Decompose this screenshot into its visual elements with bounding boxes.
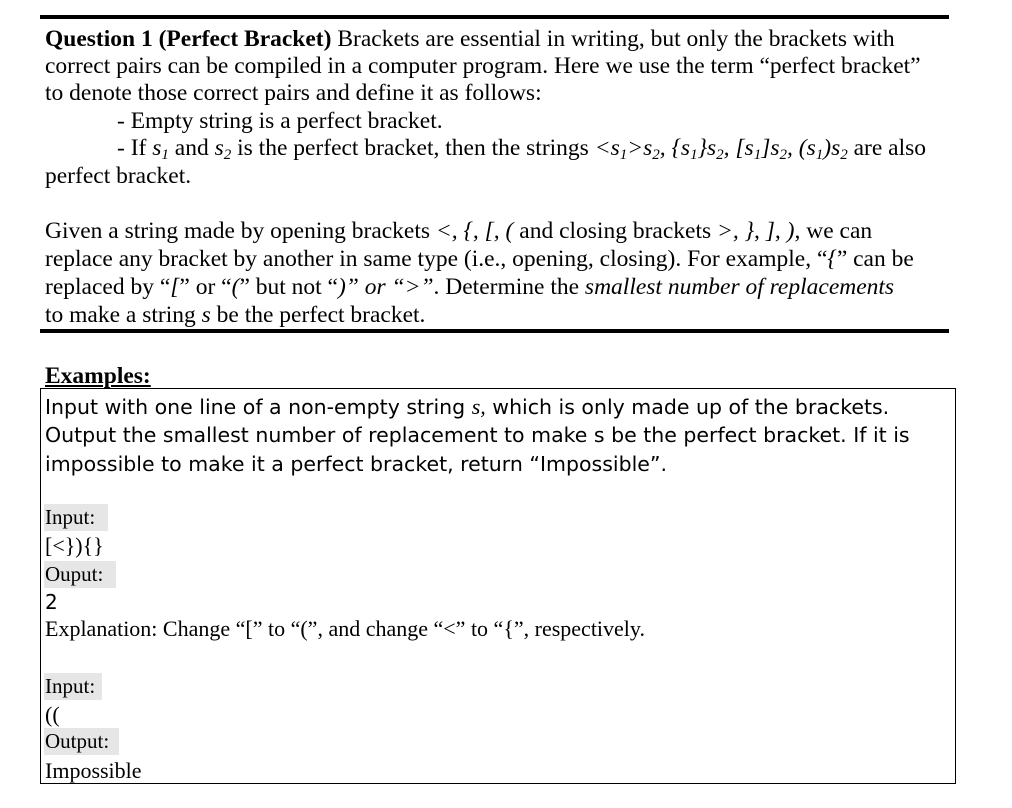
- example-2-input-value: ((: [45, 702, 60, 727]
- example-1-output-value: 2: [45, 590, 58, 614]
- paragraph-2-line-1: Given a string made by opening brackets <, {, [, ( and closing brackets >, }, ], ), we can: [45, 218, 873, 244]
- rule-composition: - If $s_1$ and $s_2$ is the perfect bracket, then the strings $<s_1>s_2$, $\{s_1\}s_2$, $[s_1]s_2$, $(s_1)s_2$ are also: [117, 135, 927, 163]
- question-line-1: Question 1 (Perfect Bracket) Brackets are essential in writing, but only the brackets with: [45, 26, 895, 52]
- example-1-input-label: Input:: [44, 504, 108, 531]
- paragraph-2-line-2: replace any bracket by another in same type (i.e., opening, closing). For example, “{” can be: [45, 246, 914, 272]
- paragraph-2-line-3: replaced by “[” or “(” but not “)” or “>”. Determine the smallest number of replacements: [45, 274, 895, 300]
- examples-description-2: Output the smallest number of replacement to make s be the perfect bracket. If it is: [45, 423, 910, 447]
- examples-heading: Examples:: [45, 363, 151, 389]
- example-1-input-value: [<}){}: [45, 533, 104, 558]
- examples-description-1: Input with one line of a non-empty string s, which is only made up of the brackets.: [45, 394, 890, 419]
- example-1-explanation: Explanation: Change “[” to “(”, and change “<” to “{”, respectively.: [45, 616, 645, 641]
- section-rule: [40, 329, 949, 333]
- question-line-3: to denote those correct pairs and define it as follows:: [45, 80, 542, 106]
- example-1-output-label: Ouput:: [44, 561, 116, 588]
- example-2-output-value: Impossible: [45, 758, 142, 783]
- question-line-2: correct pairs can be compiled in a computer program. Here we use the term “perfect bracket”: [45, 53, 921, 79]
- question-title: Question 1 (Perfect Bracket): [45, 26, 332, 52]
- examples-description-3: impossible to make it a perfect bracket, return “Impossible”.: [45, 452, 668, 476]
- example-2-output-label: Output:: [44, 728, 119, 755]
- example-2-input-label: Input:: [44, 673, 102, 700]
- question-line-6: perfect bracket.: [45, 163, 192, 189]
- paragraph-2-line-4: to make a string s be the perfect bracket.: [45, 302, 426, 328]
- bracket-patterns: $<s_1>s_2$, $\{s_1\}s_2$, $[s_1]s_2$, $(s_1)s_2$: [594, 135, 848, 163]
- top-rule: [40, 15, 949, 19]
- rule-empty-string: - Empty string is a perfect bracket.: [117, 108, 443, 134]
